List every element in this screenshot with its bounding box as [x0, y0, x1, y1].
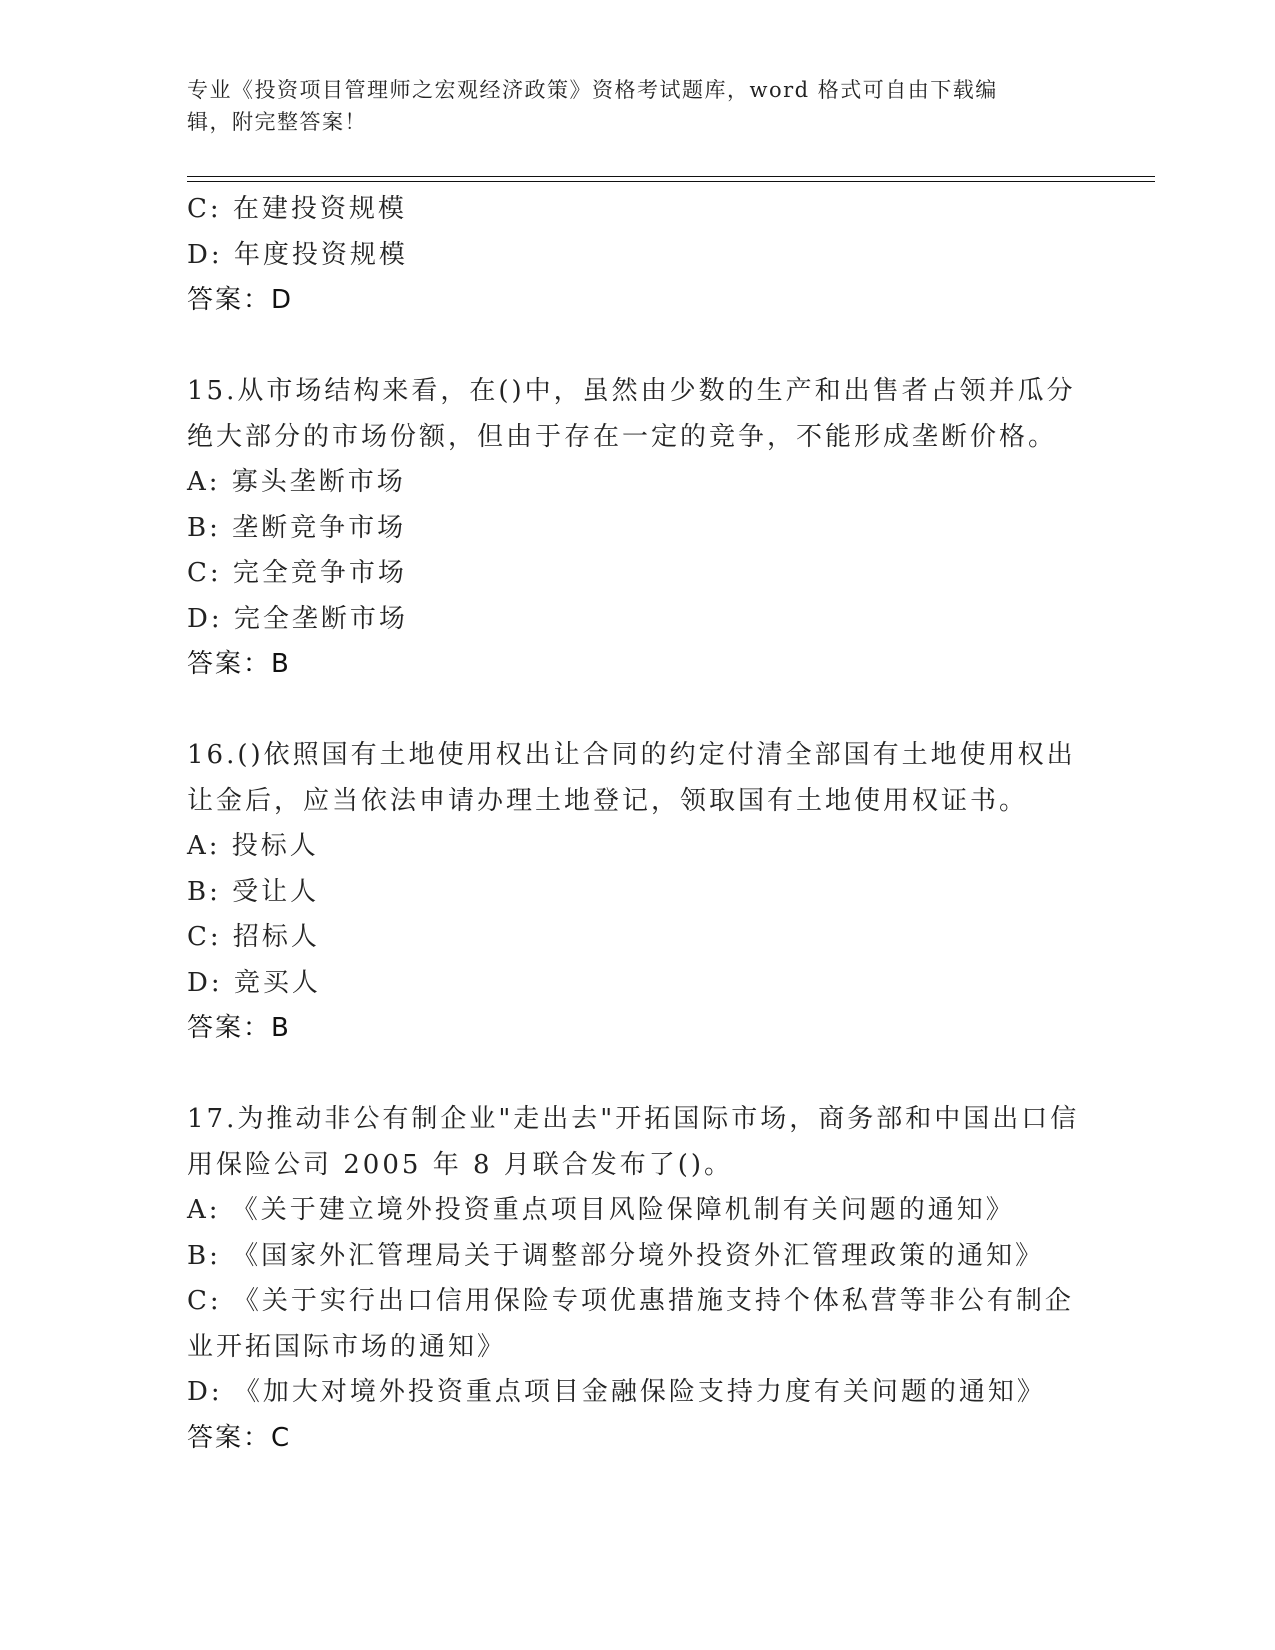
option-d: D: 完全垄断市场 [187, 603, 408, 634]
question-stem-line: 16.()依照国有土地使用权出让合同的约定付清全部国有土地使用权出 [187, 740, 1076, 770]
question-stem-line: 15.从市场结构来看，在()中，虽然由少数的生产和出售者占领并瓜分 [187, 376, 1076, 406]
question-stem-line: 用保险公司 2005 年 8 月联合发布了()。 [187, 1149, 734, 1180]
header-divider-bottom [187, 181, 1155, 182]
answer: 答案：C [187, 1422, 292, 1453]
question-14 [187, 187, 1087, 324]
document-header [187, 74, 1067, 138]
question-16 [187, 733, 1087, 1052]
option-d: D: 年度投资规模 [187, 239, 408, 270]
option-a: A: 寡头垄断市场 [187, 467, 406, 497]
answer: 答案：B [187, 1013, 291, 1043]
option-b: B: 受让人 [187, 876, 320, 907]
header-divider-top [187, 176, 1155, 177]
spacer [187, 688, 1087, 734]
header-title-line-1: 专业《投资项目管理师之宏观经济政策》资格考试题库，word 格式可自由下载编 [187, 78, 998, 102]
answer: 答案：D [187, 285, 294, 315]
question-stem-line: 让金后，应当依法申请办理土地登记，领取国有土地使用权证书。 [187, 785, 1029, 816]
option-c: C: 完全竞争市场 [187, 558, 407, 588]
question-17 [187, 1097, 1087, 1461]
answer: 答案：B [187, 649, 291, 679]
spacer [187, 324, 1087, 370]
option-c-continuation: 业开拓国际市场的通知》 [187, 1331, 507, 1362]
question-stem-line: 绝大部分的市场份额，但由于存在一定的竞争，不能形成垄断价格。 [187, 421, 1058, 452]
option-d: D: 竞买人 [187, 967, 321, 998]
question-15 [187, 369, 1087, 688]
option-c: C: 招标人 [187, 922, 320, 952]
question-stem-line: 17.为推动非公有制企业"走出去"开拓国际市场，商务部和中国出口信 [187, 1104, 1080, 1134]
spacer [187, 1052, 1087, 1098]
option-b: B: 垄断竞争市场 [187, 512, 407, 543]
option-c: C: 《关于实行出口信用保险专项优惠措施支持个体私营等非公有制企 [187, 1286, 1074, 1316]
option-d: D: 《加大对境外投资重点项目金融保险支持力度有关问题的通知》 [187, 1377, 1046, 1407]
option-b: B: 《国家外汇管理局关于调整部分境外投资外汇管理政策的通知》 [187, 1240, 1045, 1271]
option-a: A: 投标人 [187, 831, 319, 861]
question-list [187, 187, 1087, 1461]
option-a: A: 《关于建立境外投资重点项目风险保障机制有关问题的通知》 [187, 1195, 1015, 1225]
header-title-line-2: 辑，附完整答案！ [187, 110, 367, 134]
option-c: C: 在建投资规模 [187, 194, 407, 224]
